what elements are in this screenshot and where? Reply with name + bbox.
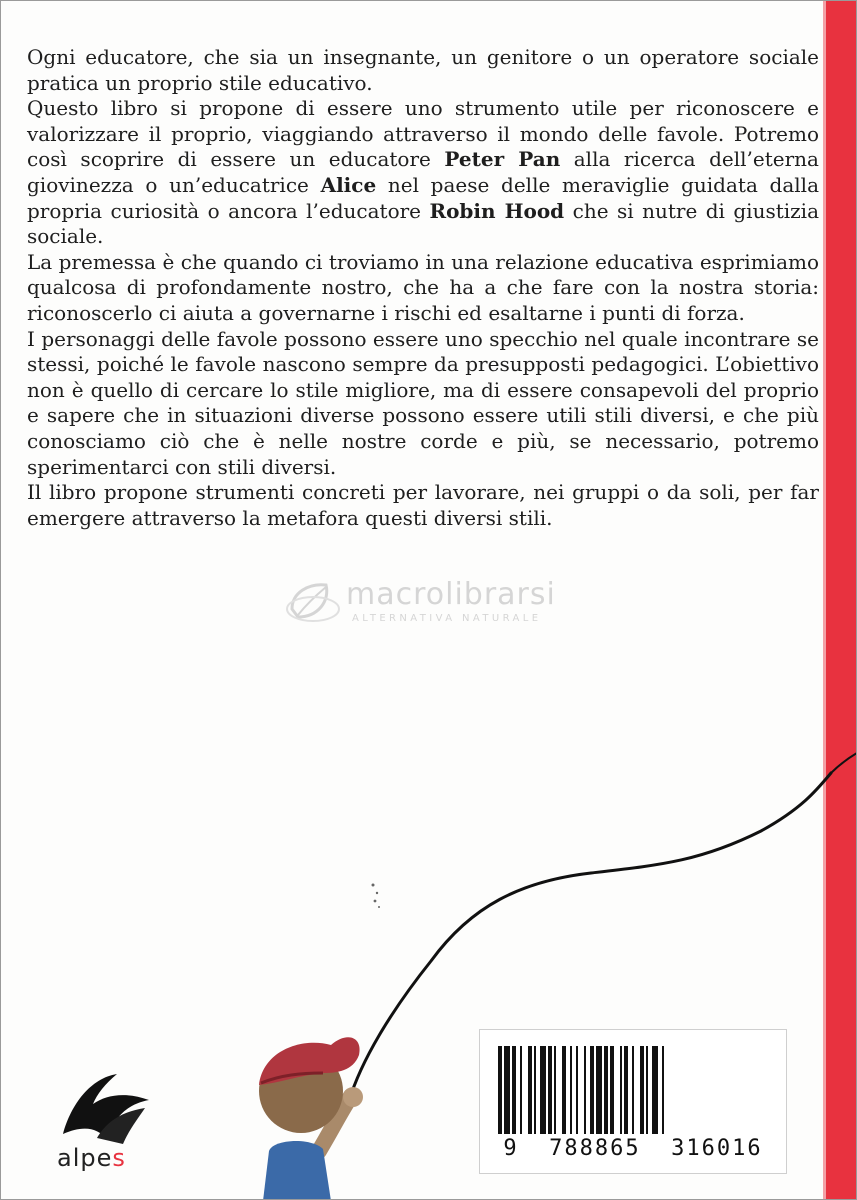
blurb-text: alla ricerca dell’eterna giovinezza o un’educatrice — [27, 147, 819, 197]
barcode-bar — [590, 1046, 594, 1134]
alpes-mountain-icon — [57, 1064, 157, 1148]
barcode-bar — [662, 1046, 664, 1134]
barcode-bar — [632, 1046, 634, 1134]
barcode-bar — [584, 1046, 586, 1134]
barcode-bar — [534, 1046, 536, 1134]
barcode-bar — [520, 1046, 522, 1134]
barcode-bar — [610, 1046, 614, 1134]
barcode-bars-icon — [494, 1046, 772, 1140]
blurb-paragraph-1: Ogni educatore, che sia un insegnante, un genitore o un operatore sociale pratica un proprio stile educativo. — [27, 45, 819, 95]
blurb-text: nel paese delle meraviglie guidata dalla propria curiosità o ancora l’educatore — [27, 172, 819, 223]
barcode-bar — [512, 1046, 516, 1134]
publisher-name-accent: s — [112, 1144, 126, 1172]
publisher-logo — [57, 1064, 157, 1174]
isbn-barcode — [479, 1029, 787, 1174]
kite-child-illustration — [1, 1, 857, 1200]
blurb-text: Questo libro si propone di essere uno strumento utile per riconoscere e valorizzare il proprio, viaggiando attraverso il mondo delle favole. Potremo così scoprire di essere un educatore — [27, 96, 819, 172]
child-figure — [259, 1037, 363, 1200]
publisher-name-main: alpe — [57, 1144, 113, 1172]
barcode-bar — [548, 1046, 552, 1134]
barcode-bar — [576, 1046, 578, 1134]
character-alice: Alice — [320, 172, 377, 197]
publisher-name — [57, 1144, 126, 1172]
blurb-paragraph-5: Il libro propone strumenti concreti per lavorare, nei gruppi o da soli, per far emergere attraverso la metafora questi diversi stili. — [27, 480, 819, 530]
isbn-number: 9 788865 316016 — [503, 1136, 763, 1161]
watermark-tagline: ALTERNATIVA NATURALE — [352, 613, 542, 624]
barcode-bar — [604, 1046, 608, 1134]
child-shirt — [263, 1141, 331, 1200]
barcode-bar — [620, 1046, 622, 1134]
barcode-bar — [554, 1046, 556, 1134]
child-hand — [343, 1087, 363, 1107]
barcode-bar — [540, 1046, 546, 1134]
kite-string-end — [831, 753, 857, 773]
barcode-bar — [570, 1046, 572, 1134]
barcode-bar — [528, 1046, 532, 1134]
blurb-text: che si nutre di giustizia sociale. — [27, 198, 819, 249]
character-peter-pan: Peter Pan — [444, 147, 561, 172]
barcode-bar — [624, 1046, 628, 1134]
barcode-bar — [596, 1046, 602, 1134]
barcode-bar — [640, 1046, 644, 1134]
blurb-paragraph-3: La premessa è che quando ci troviamo in una relazione educativa esprimiamo qualcosa di profondamente nostro, che ha a che fare con la nostra storia: riconoscerlo ci aiuta a governarne i rischi ed esaltarne i punti di forza. — [27, 249, 819, 325]
scribble-marks — [372, 884, 381, 909]
barcode-bar — [498, 1046, 502, 1134]
barcode-bar — [646, 1046, 648, 1134]
barcode-bar — [504, 1046, 510, 1134]
blurb-paragraph-4: I personaggi delle favole possono essere uno specchio nel quale incontrare se stessi, poiché le favole nascono sempre da presupposti pedagogici. L’obiettivo non è quello di cercare lo stile migliore, ma di essere consapevoli del proprio e sapere che in situazioni diverse possono essere utili stili diversi, e che più conosciamo ciò che è nelle nostre corde e più, se necessario, potremo sperimentarci con stili diversi. — [27, 326, 819, 479]
barcode-bar — [562, 1046, 566, 1134]
watermark-name: macrolibrarsi — [346, 577, 556, 612]
character-robin-hood: Robin Hood — [429, 198, 565, 223]
barcode-bar — [652, 1046, 658, 1134]
